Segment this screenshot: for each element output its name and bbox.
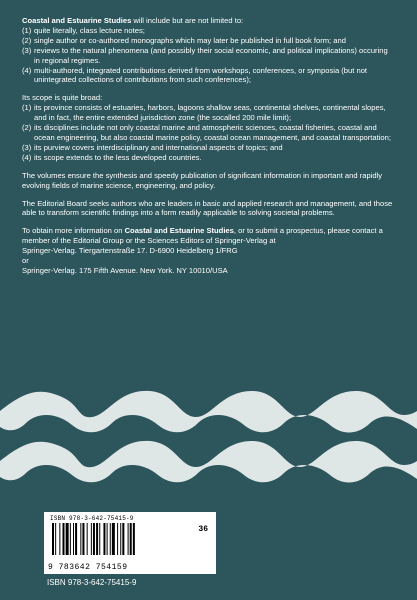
intro-lead: will include but are not limited to: (131, 16, 244, 25)
barcode-digits: 9 783642 754159 (48, 563, 128, 572)
wave-band-top (0, 391, 417, 433)
list-item: (4) its scope extends to the less developed countries. (22, 152, 202, 162)
list-item: (1) its province consists of estuaries, harbors, lagoons shallow seas, continental shelves, continental slopes, and in fact, the entire extended jurisdiction zone (the socalled 200 mile limit); (22, 103, 386, 123)
scope-list (22, 103, 394, 162)
wave-band-bottom (0, 441, 417, 483)
address-heidelberg: Springer-Verlag. Tiergartenstraße 17. D-6900 Heidelberg 1/FRG (22, 246, 238, 256)
address-newyork: Springer-Verlag. 175 Fifth Avenue. New York. NY 10010/USA (22, 265, 228, 275)
list-item: (4) multi-authored, integrated contributions derived from workshops, conferences, or symposia (but not unintegrated collections of contributions from such conferences); (22, 65, 368, 85)
address-or: or (22, 256, 29, 266)
barcode-icon (50, 523, 192, 563)
price-code: 36 (198, 525, 208, 534)
list-item: (1) quite literally, class lecture notes; (22, 25, 145, 35)
intro-line (22, 16, 394, 26)
series-title-inline: Coastal and Estuarine Studies (124, 226, 234, 236)
series-title: Coastal and Estuarine Studies (22, 16, 132, 25)
text-block (22, 16, 394, 276)
isbn-bottom: ISBN 978-3-642-75415-9 (47, 578, 137, 587)
wave-decoration (0, 383, 417, 503)
scope-heading: Its scope is quite broad: (22, 93, 103, 103)
board-paragraph: The Editorial Board seeks authors who are leaders in basic and applied research and management, and those able to transform scientific findings into a form readily applicable to solving societal problems. (22, 198, 393, 218)
includes-list (22, 26, 394, 85)
list-item: (3) its purview covers interdisciplinary and international aspects of topics; and (22, 142, 283, 152)
list-item: (3) reviews to the natural phenomena (and possibly their social economic, and political implications) occuring in regional regimes. (22, 45, 388, 65)
volumes-paragraph: The volumes ensure the synthesis and speedy publication of significant information in important and rapidly evolving fields of marine science, engineering, and policy. (22, 170, 383, 190)
list-item: (2) single author or co-authored monographs which may later be published in full book form; and (22, 35, 346, 45)
barcode-label (44, 512, 216, 574)
isbn-small: ISBN 978-3-642-75415-9 (50, 515, 134, 522)
contact-paragraph: To obtain more information on Coastal and Estuarine Studies, or to submit a prospectus, please contact a member of the Editorial Group or the Sciences Editors of Springer-Verlag at (22, 226, 383, 246)
list-item: (2) its disciplines include not only coastal marine and atmospheric sciences, coastal fisheries, coastal and ocean engineering, but also coastal marine policy, coastal ocean management, and coastal transportation; (22, 123, 391, 142)
